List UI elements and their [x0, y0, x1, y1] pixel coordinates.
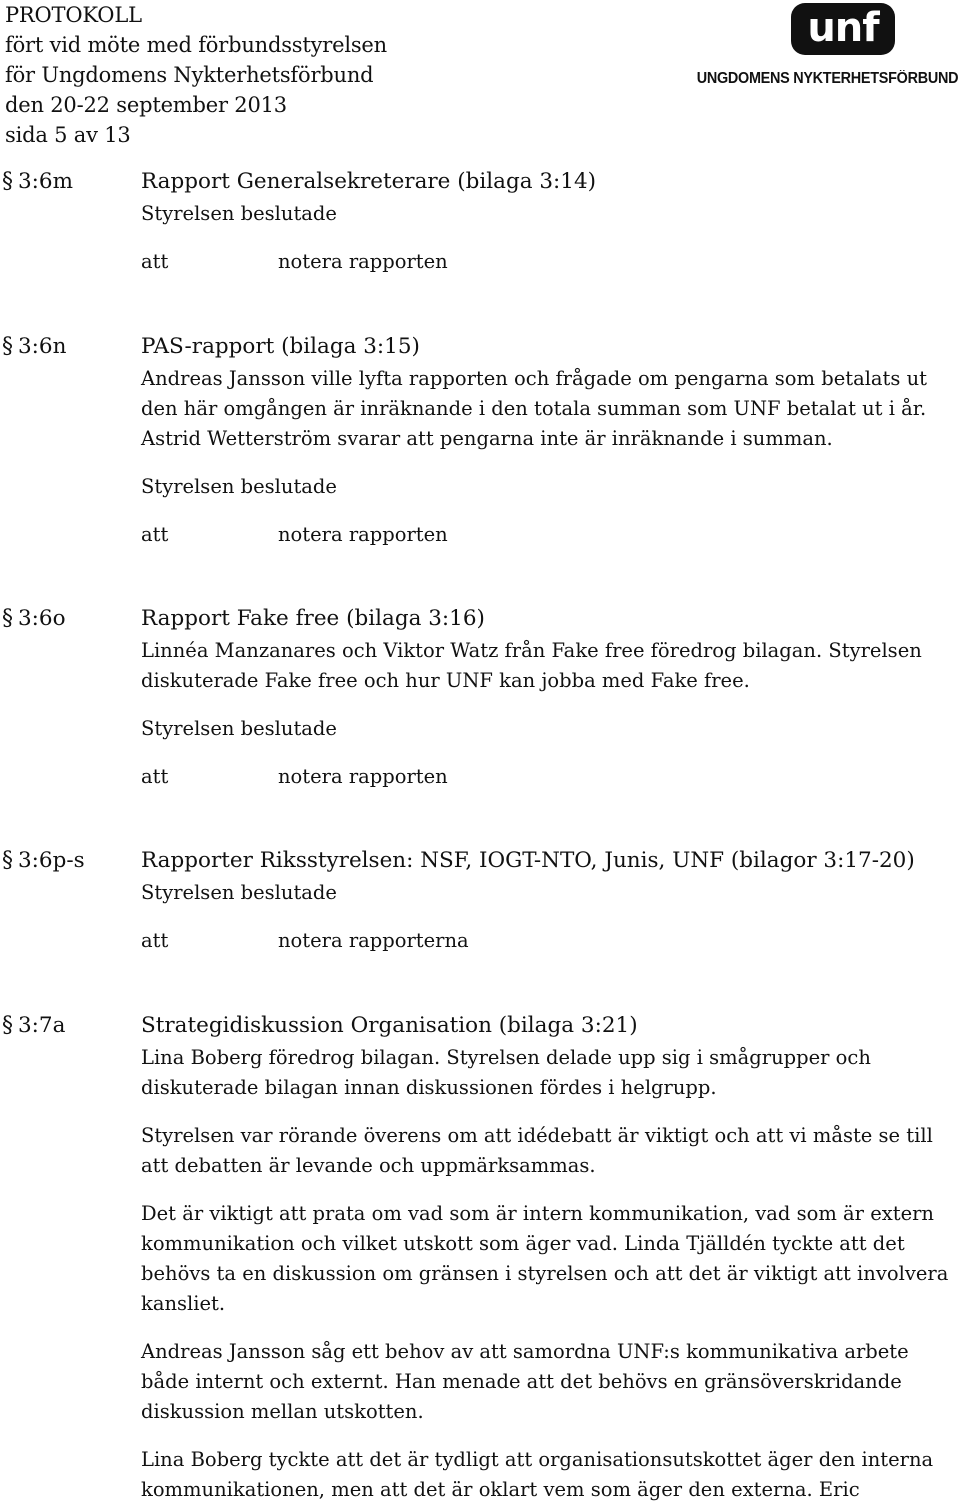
section-3-6n — [0, 330, 960, 550]
section-title: Rapporter Riksstyrelsen: NSF, IOGT-NTO, Junis, UNF (bilagor 3:17-20) — [141, 848, 915, 873]
document-header — [5, 0, 387, 150]
logo-text: UNGDOMENS NYKTERHETSFÖRBUND — [696, 70, 958, 87]
section-3-6m — [0, 165, 960, 277]
att-label: att — [141, 250, 169, 273]
paragraph: Lina Boberg tyckte att det är tydligt att organisationsutskottet äger den interna kommunikationen, men att det är oklart vem som äger den externa. Eric — [141, 1448, 934, 1501]
logo-mark: unf — [791, 3, 895, 55]
decision-row — [0, 520, 810, 550]
section-sign-icon: § — [2, 1013, 13, 1038]
decision-label: Styrelsen beslutade — [141, 475, 337, 498]
decision-text: notera rapporten — [278, 250, 448, 273]
decision-row — [0, 762, 810, 792]
section-3-6o — [0, 602, 960, 792]
section-sign-icon: § — [2, 169, 13, 194]
section-sign-icon: § — [2, 606, 13, 631]
paragraph: Linnéa Manzanares och Viktor Watz från Fake free föredrog bilagan. Styrelsen diskuterade Fake free och hur UNF kan jobba med Fake free. — [141, 639, 922, 692]
doc-date: den 20-22 september 2013 — [5, 93, 287, 117]
doc-type: PROTOKOLL — [5, 3, 142, 27]
att-label: att — [141, 523, 169, 546]
decision-text: notera rapporterna — [278, 929, 469, 952]
decision-label: Styrelsen beslutade — [141, 881, 337, 904]
paragraph: Andreas Jansson ville lyfta rapporten och frågade om pengarna som betalats ut den här omgången är inräknande i den totala summan som UNF betalat ut i år. Astrid Wetterström svarar att pengarna inte är inräknande i summan. — [141, 367, 927, 450]
section-number: 3:6m — [18, 169, 73, 194]
section-heading — [0, 602, 960, 636]
section-number: 3:6n — [18, 334, 67, 359]
decision-label: Styrelsen beslutade — [141, 717, 337, 740]
decision-row — [0, 926, 810, 956]
section-heading — [0, 330, 960, 364]
section-title: Strategidiskussion Organisation (bilaga 3:21) — [141, 1013, 638, 1038]
decision-label: Styrelsen beslutade — [141, 202, 337, 225]
section-3-6p-s — [0, 844, 960, 956]
section-heading — [0, 165, 960, 199]
paragraph: Styrelsen var rörande överens om att idédebatt är viktigt och att vi måste se till att debatten är levande och uppmärksammas. — [141, 1124, 933, 1177]
section-sign-icon: § — [2, 334, 13, 359]
doc-subtitle: fört vid möte med förbundsstyrelsen — [5, 33, 387, 57]
paragraph: Andreas Jansson såg ett behov av att samordna UNF:s kommunikativa arbete både internt och externt. Han menade att det behövs en gränsöverskridande diskussion mellan utskotten. — [141, 1340, 909, 1423]
section-title: Rapport Fake free (bilaga 3:16) — [141, 606, 485, 631]
section-number: 3:7a — [18, 1013, 66, 1038]
decision-text: notera rapporten — [278, 523, 448, 546]
section-sign-icon: § — [2, 848, 13, 873]
section-number: 3:6o — [18, 606, 66, 631]
section-title: PAS-rapport (bilaga 3:15) — [141, 334, 420, 359]
page-number: sida 5 av 13 — [5, 123, 131, 147]
section-number: 3:6p-s — [18, 848, 85, 873]
paragraph: Lina Boberg föredrog bilagan. Styrelsen delade upp sig i smågrupper och diskuterade bilagan innan diskussionen fördes i helgrupp. — [141, 1046, 871, 1099]
doc-organisation: för Ungdomens Nykterhetsförbund — [5, 63, 374, 87]
decision-row — [0, 247, 810, 277]
section-title: Rapport Generalsekreterare (bilaga 3:14) — [141, 169, 597, 194]
att-label: att — [141, 929, 169, 952]
paragraph: Det är viktigt att prata om vad som är intern kommunikation, vad som är extern kommunikation och vilket utskott som äger vad. Linda Tjälldén tyckte att det behövs ta en diskussion om gränsen i styrelsen och att det är viktigt att involvera kansliet. — [141, 1202, 949, 1315]
decision-text: notera rapporten — [278, 765, 448, 788]
section-3-7a — [0, 1009, 960, 1505]
section-heading — [0, 1009, 960, 1043]
att-label: att — [141, 765, 169, 788]
section-heading — [0, 844, 960, 878]
